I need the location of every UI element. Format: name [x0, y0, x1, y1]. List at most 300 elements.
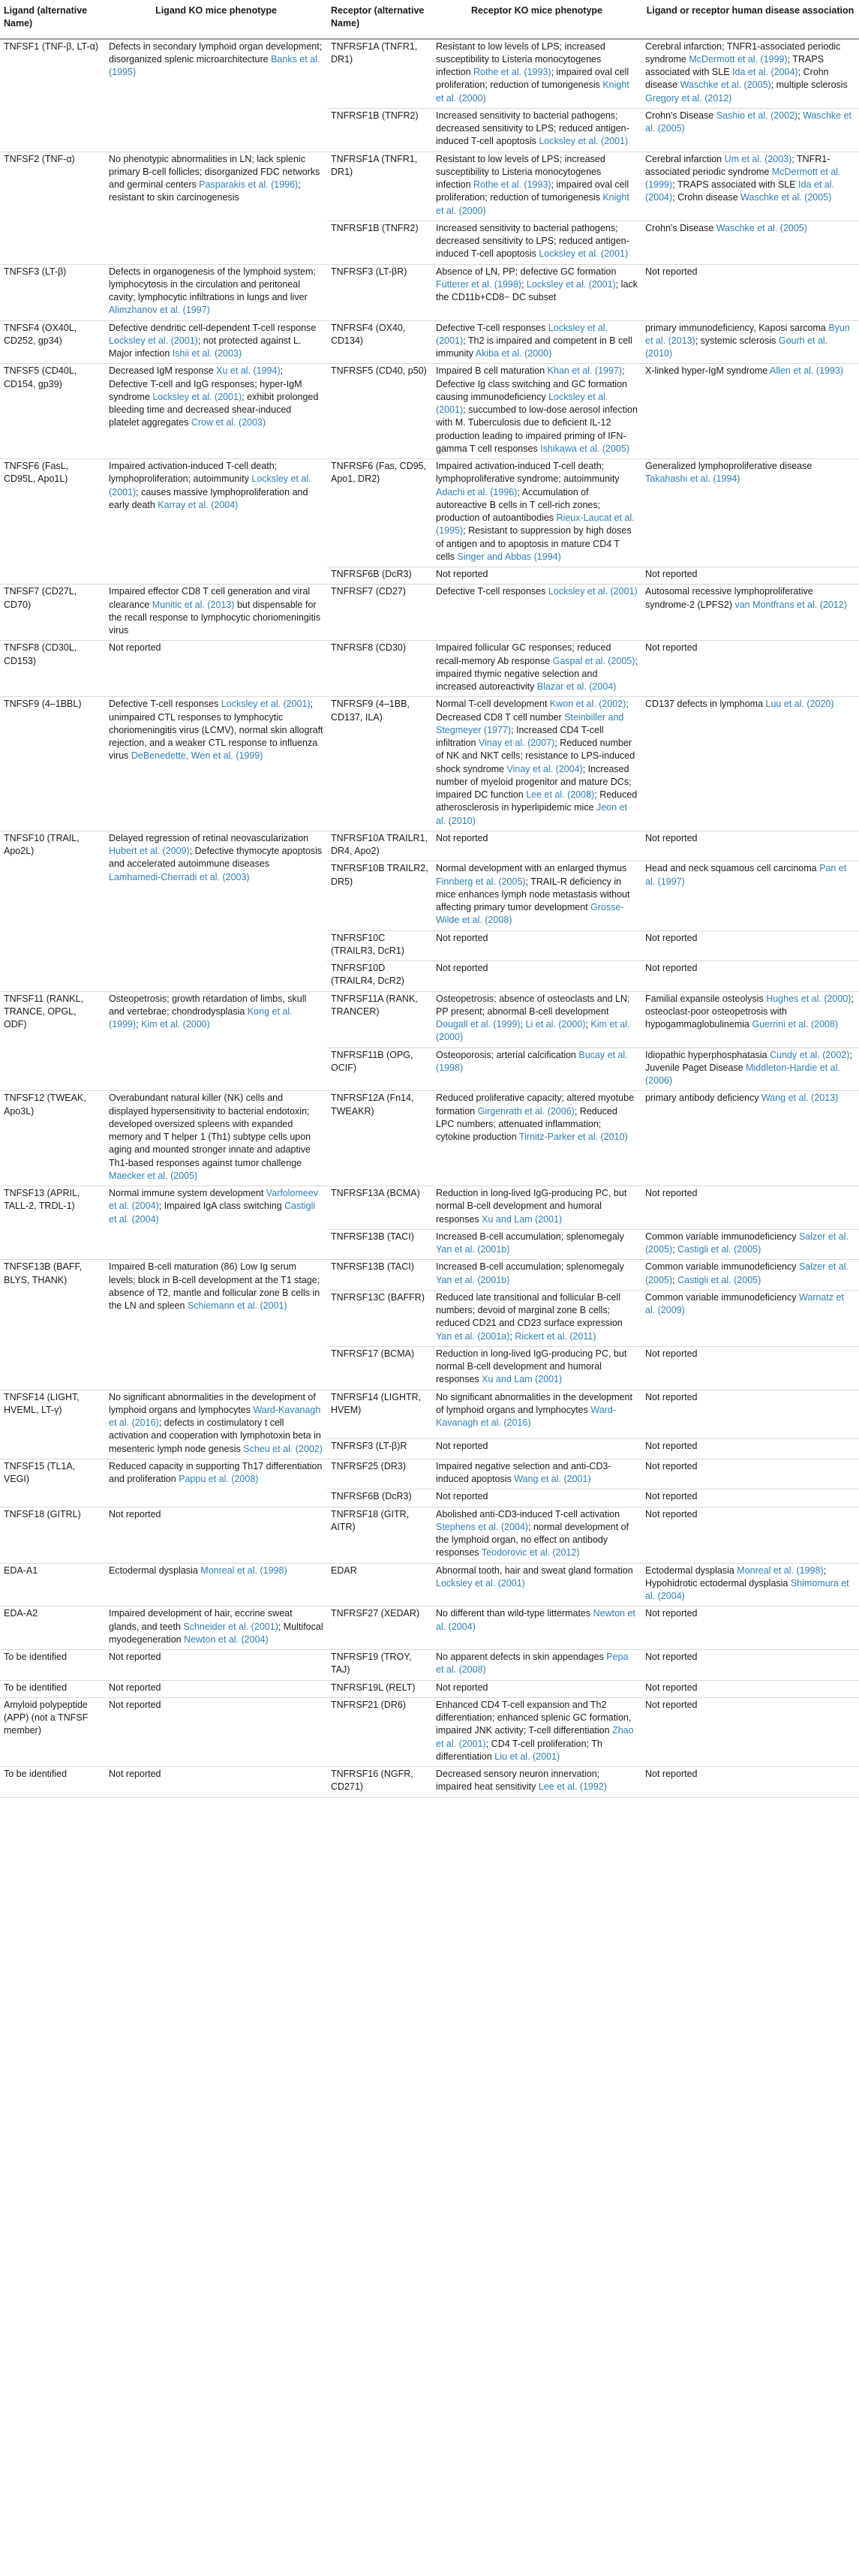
citation-link[interactable]: Hughes et al. (2000) [766, 993, 851, 1004]
receptor-phenotype-text: Reduction in long-lived IgG-producing PC, but normal B-cell development and humoral responses [436, 1188, 627, 1225]
receptor-phenotype-text: Not reported [436, 963, 488, 973]
disease-association-text: Not reported [645, 1460, 698, 1471]
table-row [0, 459, 859, 567]
receptor-phenotype-text: ; TRAIL-R deficiency in mice enhances lymph node metastasis without affecting primary tumor development [436, 876, 630, 912]
citation-link[interactable]: Pan et al. (1997) [645, 863, 847, 887]
disease-association-text: ; TRAPS associated with SLE [672, 179, 799, 190]
ligand-name-cell: TNFSF4 (OX40L, CD252, gp34) [0, 320, 105, 364]
disease-association-text: CD137 defects in lymphoma [645, 699, 766, 710]
citation-link[interactable]: Jeon et al. (2010) [436, 802, 627, 826]
disease-association-cell [641, 831, 859, 861]
citation-link[interactable]: Wang et al. (2001) [514, 1474, 591, 1484]
citation-link[interactable]: Scheu et al. (2002) [243, 1443, 323, 1454]
ligand-phenotype-text: Reduced capacity in supporting Th17 differentiation and proliferation [109, 1460, 323, 1484]
disease-association-cell [641, 221, 859, 264]
ligand-phenotype-cell [105, 697, 327, 831]
receptor-phenotype-text: Osteoporosis; arterial calcification [436, 1049, 579, 1060]
disease-association-text: Ectodermal dysplasia [645, 1565, 737, 1576]
citation-link[interactable]: Fütterer et al. (1998) [436, 278, 521, 290]
ligand-phenotype-text: ; defects in costimulatory t cell activation and cooperation with lymphotoxin beta in mesenteric lymph node genesis [109, 1417, 321, 1454]
receptor-phenotype-text: Impaired negative selection and anti-CD3-induced apoptosis [436, 1460, 611, 1484]
citation-link[interactable]: Munitic et al. (2013) [152, 599, 235, 610]
citation-link[interactable]: Crow et al. (2003) [191, 417, 266, 428]
receptor-phenotype-text: Reduced proliferative capacity; altered myotube formation [436, 1093, 635, 1117]
citation-link[interactable]: Stephens et al. (2004) [436, 1521, 528, 1532]
disease-association-text: X-linked hyper-IgM syndrome [645, 365, 770, 377]
receptor-name-cell: TNFRSF14 (LIGHTR, HVEM) [327, 1390, 432, 1439]
table-row [0, 1459, 859, 1489]
receptor-phenotype-text: Impaired follicular GC responses; reduced recall-memory Ab response [436, 642, 611, 666]
receptor-phenotype-text: ; Accumulation of autoreactive B cells in T cell-rich zones; production of autoantibodies [436, 486, 601, 523]
citation-link[interactable]: Li et al. (2000) [525, 1019, 586, 1029]
citation-link[interactable]: Schiemann et al. (2001) [187, 1300, 287, 1311]
ligand-name-cell: TNFSF14 (LIGHT, HVEML, LT-γ) [0, 1390, 105, 1459]
citation-link[interactable]: Khan et al. (1997) [547, 365, 623, 377]
ligand-phenotype-cell [105, 641, 327, 697]
ligand-phenotype-cell [105, 1390, 327, 1459]
receptor-phenotype-text: ; CD4 T-cell proliferation; Th differentiation [436, 1738, 602, 1762]
disease-association-cell [641, 1563, 859, 1607]
disease-association-cell [641, 1260, 859, 1291]
citation-link[interactable]: Gregory et al. (2012) [645, 92, 732, 104]
receptor-phenotype-text: Impaired activation-induced T-cell death; lymphoproliferative syndrome; autoimmunity [436, 461, 620, 485]
citation-link[interactable]: Rothe et al. (1993) [473, 67, 551, 77]
citation-link[interactable]: Grosse-Wilde et al. (2008) [436, 902, 624, 926]
citation-link[interactable]: Sashio et al. (2002) [716, 110, 798, 121]
receptor-phenotype-cell [432, 1650, 641, 1681]
disease-association-text: Crohn's Disease [645, 222, 716, 233]
receptor-name-cell: TNFRSF4 (OX40, CD134) [327, 320, 432, 364]
ligand-phenotype-text: Not reported [109, 1682, 161, 1693]
citation-link[interactable]: Zhao et al. (2001) [436, 1725, 634, 1749]
citation-link[interactable]: Monreal et al. (1998) [737, 1565, 824, 1576]
citation-link[interactable]: Liu et al. (2001) [494, 1751, 560, 1762]
citation-link[interactable]: Akiba et al. (2000) [475, 348, 552, 359]
citation-link[interactable]: Yan et al. (2001b) [436, 1244, 510, 1255]
receptor-name-cell: TNFRSF13B (TACI) [327, 1260, 432, 1291]
receptor-phenotype-text: Absence of LN, PP; defective GC formation [436, 266, 617, 277]
receptor-phenotype-text: Reduction in long-lived IgG-producing PC, but normal B-cell development and humoral responses [436, 1348, 627, 1385]
citation-link[interactable]: Xu and Lam (2001) [482, 1374, 563, 1385]
receptor-phenotype-text: ; Defective Ig class switching and GC formation causing immunodeficiency [436, 365, 627, 402]
receptor-phenotype-text: Defective T-cell responses [436, 586, 548, 597]
disease-association-cell [641, 459, 859, 567]
ligand-phenotype-cell [105, 1507, 327, 1563]
ligand-phenotype-cell [105, 831, 327, 991]
disease-association-cell [641, 1459, 859, 1489]
disease-association-text: Not reported [645, 1769, 698, 1779]
ligand-name-cell: TNFSF1 (TNF-β, LT-α) [0, 39, 105, 152]
table-header [0, 0, 859, 39]
ligand-phenotype-text: ; causes massive lymphoproliferation and early death [109, 486, 308, 510]
citation-link[interactable]: Locksley et al. (2001) [548, 586, 638, 597]
citation-link[interactable]: Lee et al. (1992) [538, 1781, 607, 1793]
citation-link[interactable]: Locksley et al. (2001) [539, 136, 629, 147]
citation-link[interactable]: Bucay et al. (1998) [436, 1049, 628, 1073]
ligand-phenotype-cell [105, 320, 327, 364]
receptor-phenotype-cell [432, 1229, 641, 1260]
ligand-phenotype-cell [105, 1650, 327, 1681]
citation-link[interactable]: Adachi et al. (1996) [436, 486, 518, 497]
receptor-phenotype-text: Enhanced CD4 T-cell expansion and Th2 differentiation; enhanced splenic GC formation, impaired JNK activity; T-cell differentiation [436, 1699, 632, 1736]
receptor-name-cell: TNFRSF6B (DcR3) [327, 567, 432, 585]
ligand-phenotype-text: No phenotypic abnormalities in LN; lack splenic primary B-cell follicles; disorganized FDC networks and germinal centers [109, 153, 320, 190]
receptor-phenotype-cell [432, 39, 641, 109]
citation-link[interactable]: Takahashi et al. (1994) [645, 473, 740, 485]
citation-link[interactable]: Newton et al. (2004) [436, 1608, 635, 1632]
receptor-name-cell: TNFRSF1B (TNFR2) [327, 221, 432, 264]
receptor-phenotype-cell [432, 264, 641, 320]
receptor-name-cell: TNFRSF25 (DR3) [327, 1459, 432, 1489]
receptor-name-cell: TNFRSF9 (4–1BB, CD137, ILA) [327, 697, 432, 831]
receptor-name-cell: TNFRSF21 (DR6) [327, 1697, 432, 1766]
table-row [0, 1607, 859, 1650]
receptor-phenotype-text: Impaired B cell maturation [436, 365, 548, 377]
receptor-phenotype-text: Defective T-cell responses [436, 322, 548, 333]
table-row [0, 831, 859, 861]
table-row [0, 991, 859, 1048]
citation-link[interactable]: Singer and Abbas (1994) [457, 551, 561, 562]
receptor-name-cell: TNFRSF5 (CD40, p50) [327, 364, 432, 459]
ligand-phenotype-cell [105, 1091, 327, 1186]
disease-association-cell [641, 1091, 859, 1186]
citation-link[interactable]: Guerrini et al. (2008) [752, 1019, 839, 1029]
citation-link[interactable]: Salzer et al. (2005) [645, 1261, 848, 1285]
citation-link[interactable]: Schneider et al. (2001) [183, 1621, 278, 1632]
citation-link[interactable]: Steinbiller and Stegmeyer (1977) [436, 711, 624, 735]
citation-link[interactable]: Tirnitz-Parker et al. (2010) [518, 1132, 628, 1142]
citation-link[interactable]: Waschke et al. (2005) [680, 80, 771, 91]
receptor-phenotype-text: Osteopetrosis; absence of osteoclasts and LN; PP present; abnormal B-cell development [436, 993, 630, 1017]
citation-link[interactable]: Rickert et al. (2011) [515, 1330, 596, 1342]
citation-link[interactable]: Karray et al. (2004) [158, 499, 239, 510]
receptor-name-cell: TNFRSF1B (TNFR2) [327, 108, 432, 152]
citation-link[interactable]: Locksley et al. (2001) [152, 391, 242, 402]
disease-association-text: Not reported [645, 932, 698, 943]
receptor-phenotype-cell [432, 961, 641, 992]
ligand-phenotype-text: ; Multifocal myodegeneration [109, 1621, 323, 1645]
table-row [0, 697, 859, 831]
disease-association-text: primary antibody deficiency [645, 1093, 761, 1104]
citation-link[interactable]: Kong et al. (1999) [109, 1005, 293, 1029]
receptor-phenotype-cell [432, 1091, 641, 1186]
citation-link[interactable]: Castigli et al. (2005) [677, 1274, 761, 1285]
citation-link[interactable]: Luu et al. (2020) [765, 699, 834, 710]
disease-association-text: ; Crohn disease [645, 67, 829, 91]
citation-link[interactable]: Locksley et al. (2001) [539, 248, 629, 260]
ligand-name-cell: TNFSF15 (TL1A, VEGI) [0, 1459, 105, 1507]
citation-link[interactable]: Locksley et al. (2001) [436, 391, 608, 415]
table-body [0, 39, 859, 1798]
citation-link[interactable]: Yan et al. (2001b) [436, 1274, 510, 1285]
receptor-phenotype-cell [432, 364, 641, 459]
disease-association-cell [641, 1767, 859, 1798]
disease-association-cell [641, 1390, 859, 1439]
receptor-phenotype-cell [432, 1260, 641, 1291]
citation-link[interactable]: Pasparakis et al. (1996) [199, 179, 299, 190]
ligand-name-cell: TNFSF5 (CD40L, CD154, gp39) [0, 364, 105, 459]
disease-association-cell [641, 1229, 859, 1260]
receptor-phenotype-cell [432, 108, 641, 152]
ligand-phenotype-text: ; [136, 1019, 142, 1029]
ligand-phenotype-cell [105, 1680, 327, 1697]
ligand-name-cell: TNFSF11 (RANKL, TRANCE, OPGL, ODF) [0, 991, 105, 1091]
citation-link[interactable]: Kim et al. (2000) [141, 1019, 210, 1029]
receptor-phenotype-text: ; Decreased CD8 T cell number [436, 699, 629, 723]
ligand-phenotype-cell [105, 1260, 327, 1390]
disease-association-cell [641, 320, 859, 364]
ligand-name-cell: TNFSF9 (4–1BBL) [0, 697, 105, 831]
receptor-phenotype-text: Resistant to low levels of LPS; increased susceptibility to Listeria monocytogenes infection [436, 41, 605, 77]
receptor-phenotype-text: ; Reduced LPC numbers; attenuated inflammation; cytokine production [436, 1105, 617, 1142]
ligand-phenotype-text: ; Defective thymocyte apoptosis and accelerated autoimmune diseases [109, 846, 323, 870]
citation-link[interactable]: Xu and Lam (2001) [482, 1213, 563, 1225]
ligand-phenotype-text: ; Defective T-cell and IgG responses; hyper-IgM syndrome [109, 365, 302, 402]
table-row [0, 320, 859, 364]
receptor-phenotype-cell [432, 1186, 641, 1230]
receptor-phenotype-text: Not reported [436, 569, 488, 579]
receptor-phenotype-cell [432, 1767, 641, 1798]
ligand-phenotype-cell [105, 264, 327, 320]
citation-link[interactable]: Blazar et al. (2004) [536, 681, 617, 692]
disease-association-text: Generalized lymphoproliferative disease [645, 461, 812, 471]
citation-link[interactable]: Rothe et al. (1993) [473, 179, 551, 190]
ligand-name-cell: To be identified [0, 1650, 105, 1681]
citation-link[interactable]: Cundy et al. (2002) [770, 1049, 850, 1060]
ligand-phenotype-cell [105, 1459, 327, 1507]
receptor-phenotype-text: Abolished anti-CD3-induced T-cell activation [436, 1508, 620, 1519]
receptor-name-cell: TNFRSF6B (DcR3) [327, 1489, 432, 1507]
disease-association-cell [641, 991, 859, 1048]
receptor-phenotype-cell [432, 831, 641, 861]
citation-link[interactable]: Warnatz et al. (2009) [645, 1291, 844, 1315]
receptor-phenotype-cell [432, 991, 641, 1048]
ligand-phenotype-text: Impaired B-cell maturation (86) Low Ig serum levels; block in B-cell development at the T1 stage; absence of T2, mantle and follicular zone B cells in the LN and spleen [109, 1261, 320, 1311]
disease-association-text: Not reported [645, 642, 698, 654]
citation-link[interactable]: Shimomura et al. (2004) [645, 1577, 849, 1601]
citation-link[interactable]: DeBenedette, Wen et al. (1999) [131, 750, 263, 762]
receptor-phenotype-text: ; impaired thymic negative selection and increased autoreactivity [436, 655, 638, 692]
citation-link[interactable]: Yan et al. (2001a) [436, 1330, 510, 1342]
receptor-phenotype-text: ; Resistant to suppression by high doses of antigen and to apoptosis in mature CD4 T cells [436, 525, 632, 562]
disease-association-text: Not reported [645, 1348, 698, 1359]
receptor-phenotype-cell [432, 152, 641, 221]
receptor-phenotype-cell [432, 697, 641, 831]
receptor-name-cell: TNFRSF19 (TROY, TAJ) [327, 1650, 432, 1681]
citation-link[interactable]: van Montfrans et al. (2012) [734, 599, 847, 610]
disease-association-text: Cerebral infarction; TNFR1-associated periodic syndrome [645, 41, 841, 65]
citation-link[interactable]: Newton et al. (2004) [184, 1634, 269, 1645]
ligand-phenotype-text: Impaired effector CD8 T cell generation and viral clearance [109, 586, 311, 610]
citation-link[interactable]: Waschke et al. (2005) [740, 192, 832, 203]
ligand-phenotype-cell [105, 1697, 327, 1766]
receptor-name-cell: TNFRSF10C (TRAILR3, DcR1) [327, 930, 432, 961]
header-receptor: Receptor (alternative Name) [327, 0, 432, 39]
citation-link[interactable]: Vinay et al. (2007) [478, 738, 555, 748]
receptor-phenotype-text: ; Increased CD4 T-cell infiltration [436, 724, 604, 748]
disease-association-cell [641, 1489, 859, 1507]
citation-link[interactable]: Ward-Kavanagh et al. (2016) [109, 1404, 321, 1428]
citation-link[interactable]: Ida et al. (2004) [645, 179, 834, 203]
receptor-phenotype-text: No apparent defects in skin appendages [436, 1652, 607, 1662]
receptor-phenotype-cell [432, 1048, 641, 1091]
citation-link[interactable]: Pepa et al. (2008) [436, 1652, 629, 1676]
citation-link[interactable]: Ida et al. (2004) [732, 67, 798, 77]
receptor-name-cell: TNFRSF6 (Fas, CD95, Apo1, DR2) [327, 459, 432, 567]
citation-link[interactable]: Dougall et al. (1999) [436, 1019, 521, 1029]
citation-link[interactable]: Vinay et al. (2004) [506, 763, 583, 774]
receptor-name-cell: TNFRSF10A TRAILR1, DR4, Apo2) [327, 831, 432, 861]
ligand-name-cell: Amyloid polypeptide (APP) (not a TNFSF member) [0, 1697, 105, 1766]
ligand-phenotype-cell [105, 1607, 327, 1650]
table-row [0, 1091, 859, 1186]
citation-link[interactable]: Girgenrath et al. (2006) [477, 1105, 575, 1117]
citation-link[interactable]: Maecker et al. (2005) [109, 1170, 198, 1181]
table-row [0, 1697, 859, 1766]
ligand-phenotype-text: No significant abnormalities in the development of lymphoid organs and lymphocytes [109, 1391, 316, 1415]
disease-association-text: Crohn's Disease [645, 110, 716, 121]
disease-association-text: ; Juvenile Paget Disease [645, 1049, 852, 1073]
receptor-phenotype-cell [432, 1563, 641, 1607]
receptor-name-cell: TNFRSF12A (Fn14, TWEAKR) [327, 1091, 432, 1186]
citation-link[interactable]: Xu et al. (1994) [216, 365, 281, 377]
citation-link[interactable]: Hubert et al. (2009) [109, 846, 190, 856]
disease-association-cell [641, 264, 859, 320]
ligand-name-cell: TNFSF12 (TWEAK, Apo3L) [0, 1091, 105, 1186]
receptor-phenotype-cell [432, 1346, 641, 1390]
citation-link[interactable]: Waschke et al. (2005) [645, 110, 851, 134]
receptor-phenotype-text: Not reported [436, 832, 488, 843]
ligand-phenotype-cell [105, 39, 327, 152]
ligand-name-cell: EDA-A2 [0, 1607, 105, 1650]
citation-link[interactable]: Ishikawa et al. (2005) [540, 443, 629, 454]
receptor-phenotype-text: ; [509, 1330, 515, 1342]
ligand-phenotype-text: ; unimpaired CTL responses to lymphocytic choriomeningitis virus (LCMV), normal skin allograft rejection, and a weaker CTL response to influenza virus [109, 699, 323, 762]
disease-association-text: Idiopathic hyperphosphatasia [645, 1049, 770, 1060]
table-row [0, 1650, 859, 1681]
disease-association-text: Not reported [645, 832, 698, 843]
receptor-phenotype-text: Decreased sensory neuron innervation; impaired heat sensitivity [436, 1769, 600, 1793]
header-disease-association: Ligand or receptor human disease association [641, 0, 859, 39]
citation-link[interactable]: Middleton-Hardie et al. (2006) [645, 1062, 840, 1086]
citation-link[interactable]: Rieux-Laucat et al. (1995) [436, 512, 635, 537]
citation-link[interactable]: Varfolomeev et al. (2004) [109, 1188, 319, 1212]
disease-association-text: primary immunodeficiency, Kaposi sarcoma [645, 322, 829, 333]
citation-link[interactable]: Castigli et al. (2005) [677, 1244, 761, 1255]
citation-link[interactable]: Kim et al. (2000) [436, 1019, 630, 1043]
citation-link[interactable]: Ishii et al. (2003) [172, 348, 242, 359]
citation-link[interactable]: Lamhamedi-Cherradi et al. (2003) [109, 871, 250, 882]
citation-link[interactable]: Teodorovic et al. (2012) [481, 1547, 580, 1559]
ligand-name-cell: TNFSF2 (TNF-α) [0, 152, 105, 264]
citation-link[interactable]: Um et al. (2003) [724, 153, 792, 164]
receptor-phenotype-text: Increased sensitivity to bacterial pathogens; decreased sensitivity to LPS; reduced antigen-induced T-cell apoptosis [436, 222, 629, 260]
receptor-name-cell: TNFRSF17 (BCMA) [327, 1346, 432, 1390]
citation-link[interactable]: Byun et al. (2013) [645, 322, 850, 346]
citation-link[interactable]: Finnberg et al. (2005) [436, 876, 526, 887]
receptor-name-cell: TNFRSF19L (RELT) [327, 1680, 432, 1697]
citation-link[interactable]: McDermott et al. (1999) [645, 166, 841, 190]
citation-link[interactable]: Knight et al. (2000) [436, 80, 629, 104]
ligand-phenotype-text: Defective T-cell responses [109, 699, 221, 710]
ligand-phenotype-cell [105, 585, 327, 641]
disease-association-cell [641, 697, 859, 831]
citation-link[interactable]: Wang et al. (2013) [761, 1093, 839, 1104]
ligand-phenotype-cell [105, 991, 327, 1091]
disease-association-text: Common variable immunodeficiency [645, 1291, 799, 1303]
receptor-phenotype-text: ; impaired oval cell proliferation; reduction of tumorigenesis [436, 67, 629, 91]
citation-link[interactable]: Gaspal et al. (2005) [552, 655, 635, 666]
citation-link[interactable]: Locksley et al. (2001) [436, 1577, 525, 1589]
receptor-phenotype-text: No significant abnormalities in the development of lymphoid organs and lymphocytes [436, 1391, 632, 1415]
ligand-phenotype-text: Impaired development of hair, eccrine sweat glands, and teeth [109, 1608, 293, 1632]
disease-association-text: Not reported [645, 1508, 698, 1519]
citation-link[interactable]: Kwon et al. (2002) [549, 699, 626, 710]
disease-association-cell [641, 961, 859, 992]
citation-link[interactable]: Pappu et al. (2008) [179, 1474, 259, 1484]
citation-link[interactable]: Salzer et al. (2005) [645, 1231, 848, 1255]
receptor-name-cell: TNFRSF11B (OPG, OCIF) [327, 1048, 432, 1091]
disease-association-text: ; multiple sclerosis [770, 80, 848, 91]
disease-association-text: ; TRAPS associated with SLE [645, 53, 824, 77]
receptor-phenotype-text: ; Reduced number of NK and NKT cells; resistance to LPS-induced shock syndrome [436, 738, 635, 774]
ligand-phenotype-cell [105, 152, 327, 264]
citation-link[interactable]: Knight et al. (2000) [436, 192, 629, 216]
receptor-phenotype-text: Increased B-cell accumulation; splenomegaly [436, 1261, 624, 1273]
table-row [0, 1507, 859, 1563]
disease-association-cell [641, 1290, 859, 1346]
receptor-name-cell: TNFRSF27 (XEDAR) [327, 1607, 432, 1650]
citation-link[interactable]: Locksley et al. (2001) [109, 335, 198, 346]
citation-link[interactable]: Lee et al. (2008) [526, 789, 595, 800]
citation-link[interactable]: Monreal et al. (1998) [200, 1565, 287, 1576]
citation-link[interactable]: Locksley et al. (2001) [221, 699, 311, 710]
citation-link[interactable]: Castigli et al. (2004) [109, 1201, 316, 1225]
citation-link[interactable]: Waschke et al. (2005) [716, 222, 807, 233]
table-row [0, 1563, 859, 1607]
table-row [0, 641, 859, 697]
ligand-phenotype-text: Impaired activation-induced T-cell death; lymphoproliferation; autoimmunity [109, 461, 278, 485]
table-row [0, 264, 859, 320]
citation-link[interactable]: Allen et al. (1993) [770, 365, 844, 377]
ligand-phenotype-text: Not reported [109, 1508, 161, 1519]
citation-link[interactable]: Alimzhanov et al. (1997) [109, 305, 210, 316]
receptor-name-cell: TNFRSF8 (CD30) [327, 641, 432, 697]
disease-association-cell [641, 364, 859, 459]
ligand-phenotype-cell [105, 459, 327, 585]
disease-association-text: Not reported [645, 963, 698, 973]
citation-link[interactable]: Banks et al. (1995) [109, 53, 320, 77]
disease-association-cell [641, 1650, 859, 1681]
citation-link[interactable]: Gourh et al. (2010) [645, 335, 828, 359]
citation-link[interactable]: Ward-Kavanagh et al. (2016) [436, 1404, 616, 1428]
ligand-phenotype-text: Overabundant natural killer (NK) cells and displayed hypersensitivity to bacterial endotoxin; developed oversized spleens with expanded memory and T helper 1 (Th1) subtype cells upon aging and mounted stronger innate and adaptive Th1-based responses against tumor challenge [109, 1093, 311, 1168]
disease-association-text: Head and neck squamous cell carcinoma [645, 863, 820, 874]
disease-association-text: Not reported [645, 569, 698, 579]
header-row [0, 0, 859, 39]
citation-link[interactable]: Locksley et al. (2001) [436, 322, 608, 346]
disease-association-cell [641, 1697, 859, 1766]
receptor-phenotype-cell [432, 1607, 641, 1650]
disease-association-text: Common variable immunodeficiency [645, 1261, 799, 1273]
citation-link[interactable]: Locksley et al. (2001) [109, 473, 311, 497]
citation-link[interactable]: Locksley et al. (2001) [526, 278, 616, 290]
ligand-phenotype-text: ; Impaired IgA class switching [158, 1201, 285, 1212]
receptor-phenotype-text: ; lack the CD11b+CD8− DC subset [436, 278, 638, 302]
receptor-phenotype-text: Increased sensitivity to bacterial pathogens; decreased sensitivity to LPS; reduced antigen-induced T-cell apoptosis [436, 110, 629, 147]
ligand-phenotype-text: Defects in secondary lymphoid organ development; disorganized splenic microarchitecture [109, 41, 323, 65]
citation-link[interactable]: McDermott et al. (1999) [689, 53, 788, 65]
